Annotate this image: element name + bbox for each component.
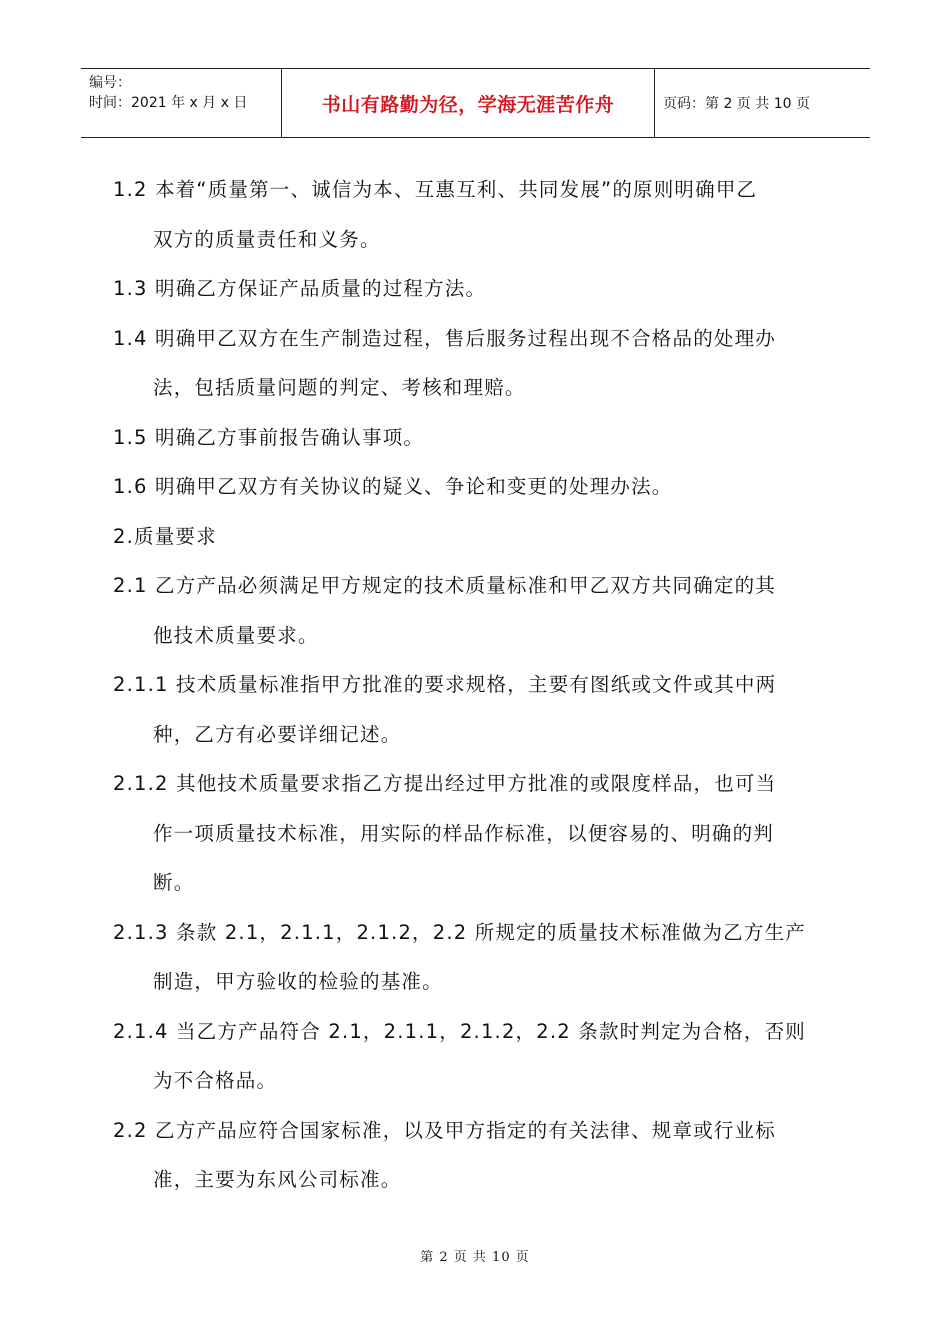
- paragraph-continuation-line: 准，主要为东风公司标准。: [153, 1168, 402, 1191]
- page-header: [81, 68, 870, 138]
- paragraph-first-line: 1.6 明确甲乙双方有关协议的疑义、争论和变更的处理办法。: [113, 475, 673, 498]
- page-footer: 第 2 页 共 10 页: [420, 1250, 530, 1265]
- paragraph-continuation-line: 为不合格品。: [153, 1069, 278, 1092]
- paragraph-first-line: 2.1.1 技术质量标准指甲方批准的要求规格，主要有图纸或文件或其中两: [113, 673, 777, 696]
- paragraph-continuation-line: 种，乙方有必要详细记述。: [153, 722, 402, 746]
- paragraph-first-line: 1.4 明确甲乙双方在生产制造过程，售后服务过程出现不合格品的处理办: [113, 326, 777, 350]
- paragraph-first-line: 2.1.4 当乙方产品符合 2.1，2.1.1，2.1.2，2.2 条款时判定为合格，否则: [113, 1019, 806, 1043]
- paragraph: [113, 561, 843, 660]
- header-motto: 书山有路勤为径，学海无涯苦作舟: [321, 93, 615, 116]
- paragraph: [113, 759, 843, 908]
- paragraph-continuation-line: 制造，甲方验收的检验的基准。: [153, 970, 443, 993]
- paragraph: [113, 264, 843, 314]
- paragraph-first-line: 2.1 乙方产品必须满足甲方规定的技术质量标准和甲乙双方共同确定的其: [113, 574, 777, 597]
- paragraph: [113, 314, 843, 413]
- paragraph-continuation-line: 作一项质量技术标准，用实际的样品作标准，以便容易的、明确的判: [153, 821, 775, 845]
- paragraph-first-line: 2.1.3 条款 2.1，2.1.1，2.1.2，2.2 所规定的质量技术标准做为乙方生产: [113, 920, 806, 944]
- paragraph-first-line: 2.1.2 其他技术质量要求指乙方提出经过甲方批准的或限度样品，也可当: [113, 772, 777, 795]
- paragraph-continuation-line: 断。: [153, 871, 195, 894]
- paragraph-first-line: 1.5 明确乙方事前报告确认事项。: [113, 425, 425, 449]
- paragraph-first-line: 1.3 明确乙方保证产品质量的过程方法。: [113, 277, 487, 300]
- paragraph-first-line: 2.2 乙方产品应符合国家标准，以及甲方指定的有关法律、规章或行业标: [113, 1118, 777, 1142]
- header-divider: [654, 69, 655, 137]
- header-page-info: 页码：第 2 页 共 10 页: [663, 96, 810, 112]
- header-meta: [89, 73, 279, 113]
- paragraph: [113, 1007, 843, 1106]
- paragraph: [113, 462, 843, 512]
- paragraph-continuation-line: 他技术质量要求。: [153, 623, 319, 647]
- paragraph-first-line: 2.质量要求: [113, 524, 217, 548]
- paragraph-continuation-line: 法，包括质量问题的判定、考核和理赔。: [153, 376, 526, 399]
- time-label: 时间：2021 年 x 月 x 日: [89, 95, 248, 111]
- paragraph: [113, 165, 843, 264]
- serial-label: 编号：: [89, 75, 131, 91]
- paragraph: [113, 413, 843, 463]
- paragraph-continuation-line: 双方的质量责任和义务。: [153, 227, 381, 251]
- paragraph-first-line: 1.2 本着“质量第一、诚信为本、互惠互利、共同发展”的原则明确甲乙: [113, 178, 758, 201]
- paragraph: [113, 512, 843, 562]
- document-body: [113, 165, 843, 1205]
- paragraph: [113, 908, 843, 1007]
- paragraph: [113, 1106, 843, 1205]
- paragraph: [113, 660, 843, 759]
